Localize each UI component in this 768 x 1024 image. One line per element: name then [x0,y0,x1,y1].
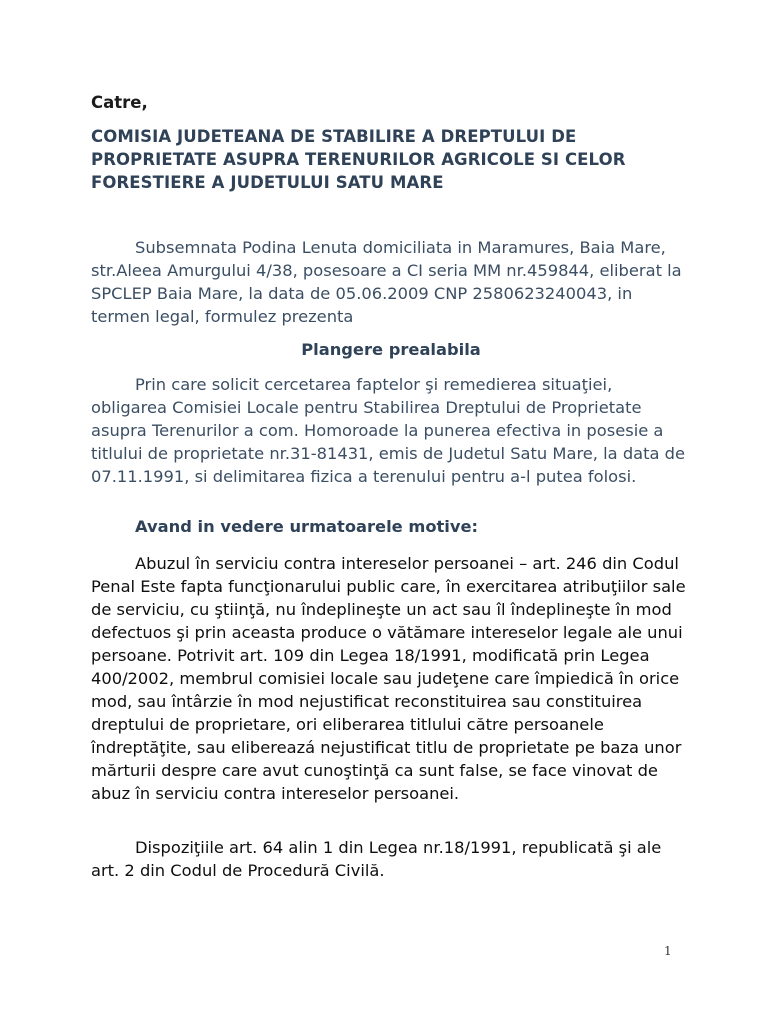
addressee-commission: COMISIA JUDETEANA DE STABILIRE A DREPTULUI DE PROPRIETATE ASUPRA TERENURILOR AGRICOLE SI CELOR FORESTIERE A JUDETULUI SATU MARE [91,127,626,192]
provisions-paragraph: Dispoziţiile art. 64 alin 1 din Legea nr.18/1991, republicată şi ale art. 2 din Codul de Procedură Civilă. [91,838,662,880]
request-paragraph: Prin care solicit cercetarea faptelor şi remedierea situaţiei, obligarea Comisiei Locale pentru Stabilirea Dreptului de Proprietate asupra Terenurilor a com. Homoroade la punerea efectiva in posesie a titlului de proprietate nr.31-81431, emis de Judetul Satu Mare, la data de 07.11.1991, si delimitarea fizica a terenului pentru a-l putea folosi. [91,375,686,486]
intro-paragraph: Subsemnata Podina Lenuta domiciliata in Maramures, Baia Mare, str.Aleea Amurgului 4/38, posesoare a CI seria MM nr.459844, eliberat la SPCLEP Baia Mare, la data de 05.06.2009 CNP 2580623240043, in termen legal, formulez prezenta [91,238,682,326]
complaint-title: Plangere prealabila [301,340,481,359]
page-number: 1 [664,944,672,958]
salutation: Catre, [91,93,148,112]
motives-heading: Avand in vedere urmatoarele motive: [135,517,479,536]
abuse-paragraph: Abuzul în serviciu contra intereselor persoanei – art. 246 din Codul Penal Este fapta funcţionarului public care, în exercitarea atribuţiilor sale de serviciu, cu ştiinţă, nu îndeplineşte un act sau îl îndeplineşte în mod defectuos şi prin aceasta produce o vătămare intereselor legale ale unui persoane. Potrivit art. 109 din Legea 18/1991, modificată prin Legea 400/2002, membrul comisiei locale sau judeţene care împiedică în orice mod, sau întârzie în mod nejustificat reconstituirea sau constituirea dreptului de proprietare, ori eliberarea titlului către persoanele îndreptăţite, sau elibereazá nejustificat titlu de proprietate pe baza unor mărturii despre care avut cunoştinţă ca sunt false, se face vinovat de abuz în serviciu contra intereselor persoanei. [91,554,686,803]
